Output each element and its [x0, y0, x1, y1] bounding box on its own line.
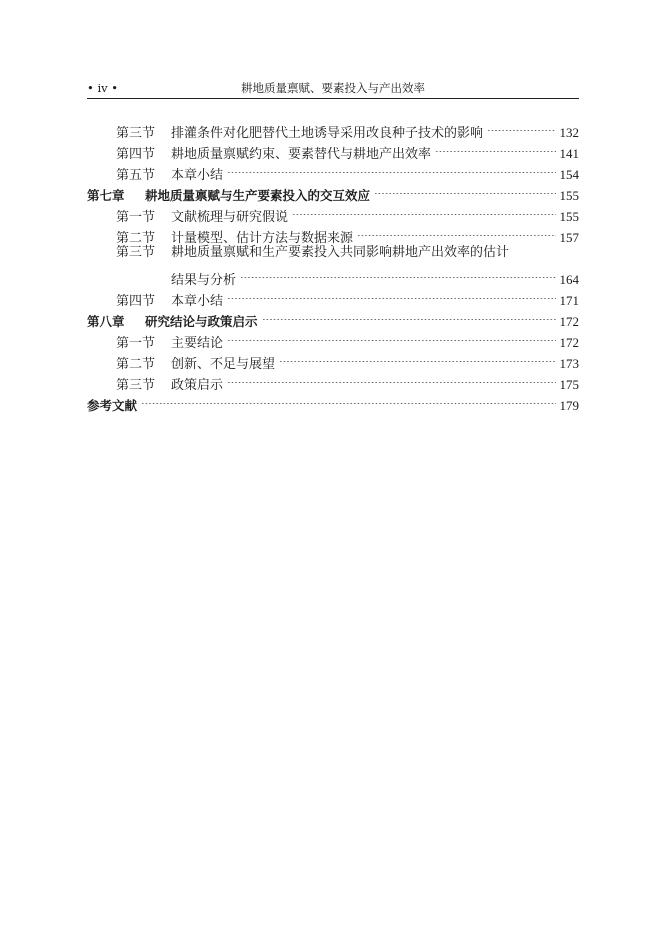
dot-leader	[374, 179, 555, 200]
toc-entry	[87, 116, 579, 141]
toc-entry	[87, 137, 579, 162]
page-ref: 132	[559, 125, 579, 140]
page-ref: 154	[559, 167, 579, 182]
section-title: 耕地质量禀赋和生产要素投入共同影响耕地产出效率的估计	[171, 245, 510, 260]
chapter-title: 耕地质量禀赋与生产要素投入的交互效应	[145, 188, 371, 203]
toc-references-entry	[87, 389, 579, 413]
section-title: 计量模型、估计方法与数据来源	[171, 231, 354, 246]
chapter-title: 研究结论与政策启示	[145, 314, 258, 329]
page-ref: 172	[559, 335, 579, 350]
section-title: 创新、不足与展望	[171, 357, 276, 372]
section-number: 第二节	[116, 357, 156, 372]
toc-entry	[87, 221, 579, 246]
dot-leader	[262, 305, 556, 326]
section-number: 第三节	[116, 378, 156, 393]
page-ref: 164	[559, 272, 579, 287]
page-ref: 173	[559, 356, 579, 371]
section-number: 第三节	[116, 126, 156, 141]
page-ref: 141	[559, 146, 579, 161]
toc-entry	[87, 200, 579, 225]
toc-entry	[87, 326, 579, 351]
page-ref: 172	[559, 314, 579, 329]
section-title: 耕地质量禀赋约束、要素替代与耕地产出效率	[171, 147, 432, 162]
section-number: 第一节	[116, 336, 156, 351]
running-title: 耕地质量禀赋、要素投入与产出效率	[241, 81, 425, 95]
references-title: 参考文献	[87, 398, 138, 413]
dot-leader	[227, 368, 555, 389]
page-ref: 155	[559, 188, 579, 203]
toc-entry	[87, 284, 579, 309]
section-title-continued: 结果与分析	[171, 273, 237, 288]
dot-leader	[357, 221, 555, 242]
dot-leader	[240, 263, 555, 284]
page-ref: 171	[559, 293, 579, 308]
section-number: 第五节	[116, 168, 156, 183]
section-title: 主要结论	[171, 336, 224, 351]
page-ref: 175	[559, 377, 579, 392]
page-number: • iv •	[87, 81, 119, 95]
section-number: 第一节	[116, 210, 156, 225]
toc-chapter-entry	[87, 179, 579, 203]
dot-leader	[141, 389, 555, 410]
section-title: 文献梳理与研究假说	[171, 210, 289, 225]
page-ref: 157	[559, 230, 579, 245]
running-header	[87, 78, 579, 99]
section-number: 第四节	[116, 294, 156, 309]
toc-entry-continuation	[87, 263, 579, 288]
toc-entry	[87, 368, 579, 393]
page-ref: 179	[559, 398, 579, 413]
table-of-contents	[87, 116, 579, 413]
toc-entry	[87, 158, 579, 183]
toc-chapter-entry	[87, 305, 579, 329]
dot-leader	[227, 158, 555, 179]
section-title: 本章小结	[171, 168, 224, 183]
dot-leader	[435, 137, 555, 158]
section-title: 本章小结	[171, 294, 224, 309]
dot-leader	[227, 326, 555, 347]
dot-leader	[487, 116, 555, 137]
chapter-number: 第七章	[87, 188, 125, 203]
page-ref: 155	[559, 209, 579, 224]
dot-leader	[279, 347, 555, 368]
chapter-number: 第八章	[87, 314, 125, 329]
toc-entry	[87, 242, 579, 263]
section-number: 第二节	[116, 231, 156, 246]
section-title: 排灌条件对化肥替代土地诱导采用改良种子技术的影响	[171, 126, 484, 141]
dot-leader	[227, 284, 555, 305]
section-number: 第三节	[116, 245, 156, 260]
dot-leader	[292, 200, 555, 221]
section-number: 第四节	[116, 147, 156, 162]
section-title: 政策启示	[171, 378, 224, 393]
toc-entry	[87, 347, 579, 372]
